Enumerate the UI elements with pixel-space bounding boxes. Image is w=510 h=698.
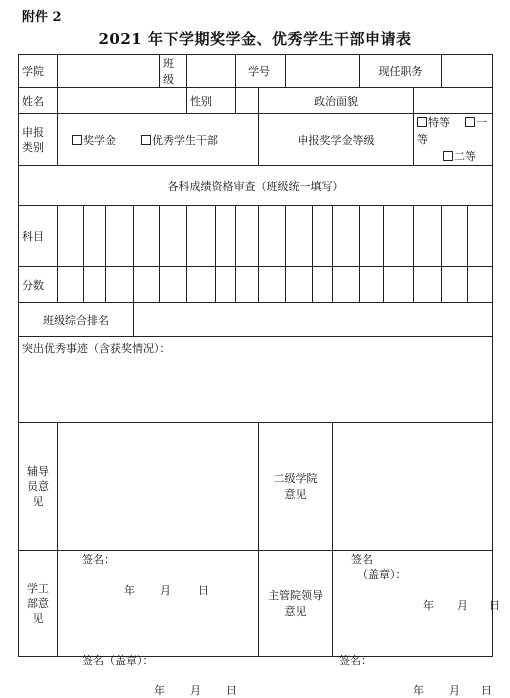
score-cell[interactable]	[106, 267, 134, 303]
score-cell[interactable]	[84, 267, 106, 303]
class-field[interactable]	[187, 55, 236, 88]
leader-opinion-label: 主管院领导 意见	[259, 551, 333, 657]
college-year: 年	[423, 598, 434, 612]
rank-field[interactable]	[134, 303, 493, 337]
score-cell[interactable]	[414, 267, 442, 303]
position-label: 现任职务	[360, 55, 442, 88]
subject-cell[interactable]	[442, 206, 468, 267]
subject-cell[interactable]	[236, 206, 259, 267]
level-options	[414, 114, 493, 166]
counselor-year: 年	[124, 583, 135, 597]
level-label: 申报奖学金等级	[259, 114, 414, 166]
score-label: 分数	[19, 267, 58, 303]
gender-label: 性别	[187, 88, 236, 114]
score-cell[interactable]	[333, 267, 360, 303]
row-subjects	[19, 206, 493, 267]
row-basic-info-2	[19, 88, 493, 114]
subject-cell[interactable]	[468, 206, 493, 267]
level-second-checkbox[interactable]: 二等	[443, 150, 476, 163]
student-id-field[interactable]	[286, 55, 360, 88]
counselor-sign-label: 签名：	[82, 552, 115, 566]
apply-type-options	[58, 114, 259, 166]
counselor-opinion-label: 辅导 员意 见	[19, 423, 58, 551]
score-cell[interactable]	[442, 267, 468, 303]
score-cell[interactable]	[58, 267, 84, 303]
college-sign-label: 签名	[351, 552, 373, 566]
office-sign-label: 签名（盖章）：	[82, 653, 154, 667]
score-cell[interactable]	[187, 267, 216, 303]
college-seal-label: （盖章）：	[357, 567, 407, 581]
achievements-label: 突出优秀事迹（含获奖情况）：	[22, 342, 171, 355]
apply-type-label: 申报 类别	[19, 114, 58, 166]
gender-field[interactable]	[236, 88, 259, 114]
row-achievements	[19, 337, 493, 423]
level-first-checkbox[interactable]: 一等	[417, 116, 488, 146]
political-label: 政治面貌	[259, 88, 414, 114]
college-opinion-label: 二级学院 意见	[259, 423, 333, 551]
score-cell[interactable]	[216, 267, 236, 303]
level-special-checkbox[interactable]: 特等	[417, 116, 450, 129]
score-cell[interactable]	[286, 267, 313, 303]
row-rank	[19, 303, 493, 337]
row-scores	[19, 267, 493, 303]
name-field[interactable]	[58, 88, 187, 114]
score-cell[interactable]	[468, 267, 493, 303]
office-day: 日	[226, 683, 237, 697]
position-field[interactable]	[442, 55, 493, 88]
subject-cell[interactable]	[187, 206, 216, 267]
leader-year: 年	[413, 683, 424, 697]
subject-cell[interactable]	[286, 206, 313, 267]
subject-cell[interactable]	[384, 206, 414, 267]
row-approval-1	[19, 423, 493, 551]
row-grades-header	[19, 166, 493, 206]
subject-cell[interactable]	[58, 206, 84, 267]
row-basic-info-1	[19, 55, 493, 88]
subject-cell[interactable]	[84, 206, 106, 267]
college-month: 月	[457, 598, 468, 612]
form-title: 2021 年下学期奖学金、优秀学生干部申请表	[98, 30, 412, 48]
score-cell[interactable]	[313, 267, 333, 303]
leader-day: 日	[481, 683, 492, 697]
subject-cell[interactable]	[259, 206, 286, 267]
political-field[interactable]	[414, 88, 493, 114]
score-cell[interactable]	[384, 267, 414, 303]
counselor-opinion-field[interactable]	[58, 423, 259, 597]
cadre-checkbox[interactable]: 优秀学生干部	[141, 134, 218, 147]
grades-header: 各科成绩资格审查（班级统一填写）	[19, 166, 493, 206]
scholarship-checkbox[interactable]: 奖学金	[72, 134, 116, 147]
subject-cell[interactable]	[216, 206, 236, 267]
office-opinion-label: 学工 部意 见	[19, 551, 58, 657]
name-label: 姓名	[19, 88, 58, 114]
subject-cell[interactable]	[360, 206, 384, 267]
subject-cell[interactable]	[160, 206, 187, 267]
score-cell[interactable]	[236, 267, 259, 303]
application-table	[18, 54, 500, 697]
class-label: 班级	[160, 55, 187, 88]
subject-cell[interactable]	[313, 206, 333, 267]
subject-cell[interactable]	[414, 206, 442, 267]
score-cell[interactable]	[134, 267, 160, 303]
student-id-label: 学号	[236, 55, 286, 88]
office-month: 月	[190, 683, 201, 697]
score-cell[interactable]	[259, 267, 286, 303]
rank-label: 班级综合排名	[19, 303, 134, 337]
subject-label: 科目	[19, 206, 58, 267]
counselor-month: 月	[160, 583, 171, 597]
college-day: 日	[489, 598, 500, 612]
office-year: 年	[154, 683, 165, 697]
achievements-field[interactable]	[19, 337, 493, 423]
attachment-label: 附件 2	[22, 10, 62, 25]
subject-cell[interactable]	[134, 206, 160, 267]
leader-sign-label: 签名：	[339, 653, 372, 667]
subject-cell[interactable]	[333, 206, 360, 267]
counselor-day: 日	[198, 583, 209, 597]
score-cell[interactable]	[360, 267, 384, 303]
row-apply-type	[19, 114, 493, 166]
score-cell[interactable]	[160, 267, 187, 303]
leader-month: 月	[449, 683, 460, 697]
college-field[interactable]	[58, 55, 160, 88]
college-opinion-field[interactable]	[333, 423, 500, 612]
college-label: 学院	[19, 55, 58, 88]
subject-cell[interactable]	[106, 206, 134, 267]
